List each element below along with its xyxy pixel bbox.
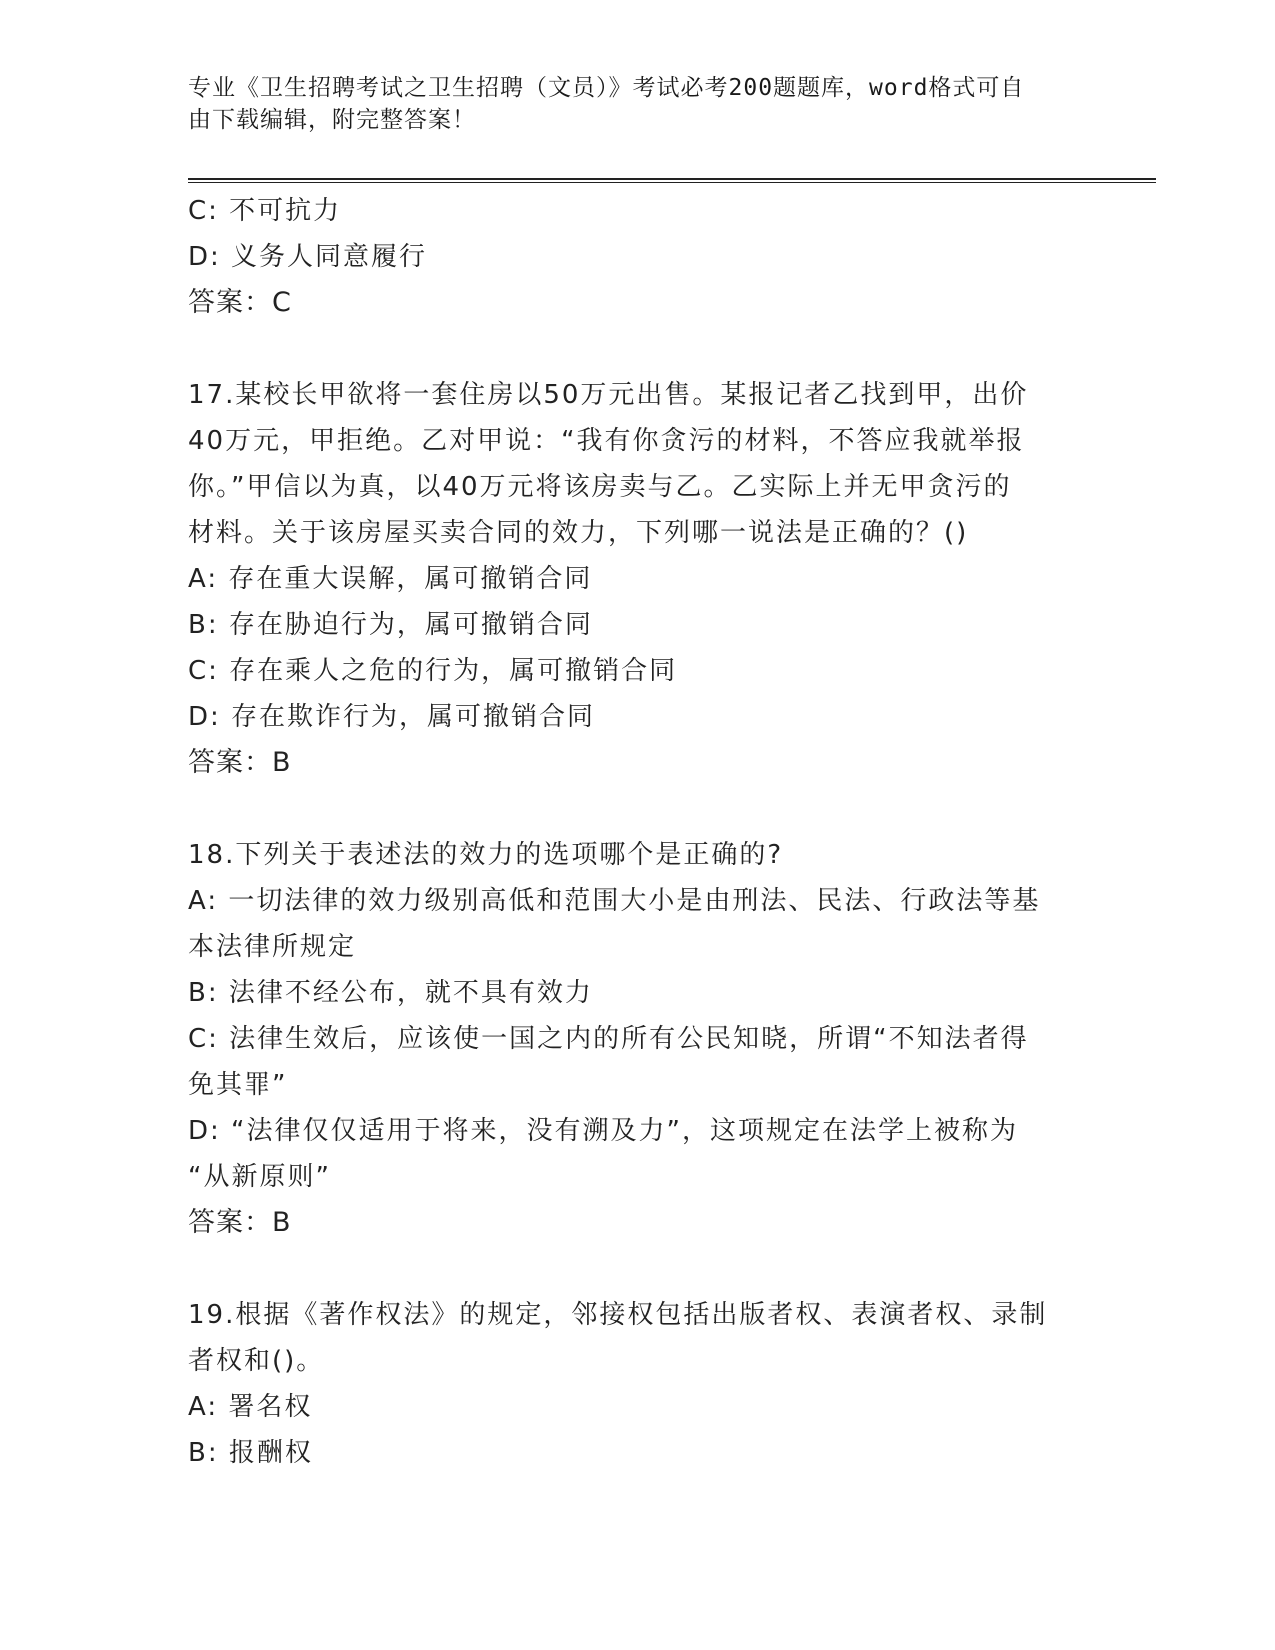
answer-line: 答案：B [188,1207,292,1238]
option-c: C: 不可抗力 [188,196,342,226]
document-header [188,72,1068,136]
question-content [188,188,1088,1476]
option-b: B: 法律不经公布，就不具有效力 [188,978,593,1008]
question-stem: 你。”甲信以为真，以40万元将该房卖与乙。乙实际上并无甲贪污的 [188,472,1012,502]
option-d: D: 存在欺诈行为，属可撤销合同 [188,702,596,732]
option-a: A: 一切法律的效力级别高低和范围大小是由刑法、民法、行政法等基 [188,886,1041,916]
option-d: D: “法律仅仅适用于将来，没有溯及力”，这项规定在法学上被称为 [188,1116,1018,1146]
option-a: A: 署名权 [188,1392,313,1422]
question-19 [188,1292,1088,1476]
question-stem: 19.根据《著作权法》的规定，邻接权包括出版者权、表演者权、录制 [188,1300,1048,1330]
answer-line: 答案：B [188,747,292,778]
spacer [188,786,1088,832]
question-stem: 者权和()。 [188,1346,325,1376]
spacer [188,1246,1088,1292]
spacer [188,326,1088,372]
previous-question-tail [188,188,1088,326]
question-stem: 40万元，甲拒绝。乙对甲说：“我有你贪污的材料，不答应我就举报 [188,426,1025,456]
question-17 [188,372,1088,786]
header-title-line-1: 专业《卫生招聘考试之卫生招聘（文员）》考试必考200题题库，word格式可自 [188,75,1025,101]
option-d-continued: “从新原则” [188,1162,331,1192]
answer-line: 答案：C [188,287,292,318]
question-18 [188,832,1088,1246]
question-stem: 材料。关于该房屋买卖合同的效力，下列哪一说法是正确的？() [188,518,969,548]
header-divider-thick [188,178,1156,180]
header-divider-thin [188,182,1156,183]
option-a-continued: 本法律所规定 [188,932,357,962]
option-d: D: 义务人同意履行 [188,242,428,272]
question-stem: 17.某校长甲欲将一套住房以50万元出售。某报记者乙找到甲，出价 [188,380,1029,410]
header-title-line-2: 由下载编辑，附完整答案！ [188,107,476,133]
option-c-continued: 免其罪” [188,1070,288,1100]
option-c: C: 法律生效后，应该使一国之内的所有公民知晓，所谓“不知法者得 [188,1024,1029,1054]
option-b: B: 存在胁迫行为，属可撤销合同 [188,610,593,640]
option-c: C: 存在乘人之危的行为，属可撤销合同 [188,656,678,686]
option-a: A: 存在重大误解，属可撤销合同 [188,564,593,594]
question-stem: 18.下列关于表述法的效力的选项哪个是正确的? [188,840,784,870]
option-b: B: 报酬权 [188,1438,313,1468]
